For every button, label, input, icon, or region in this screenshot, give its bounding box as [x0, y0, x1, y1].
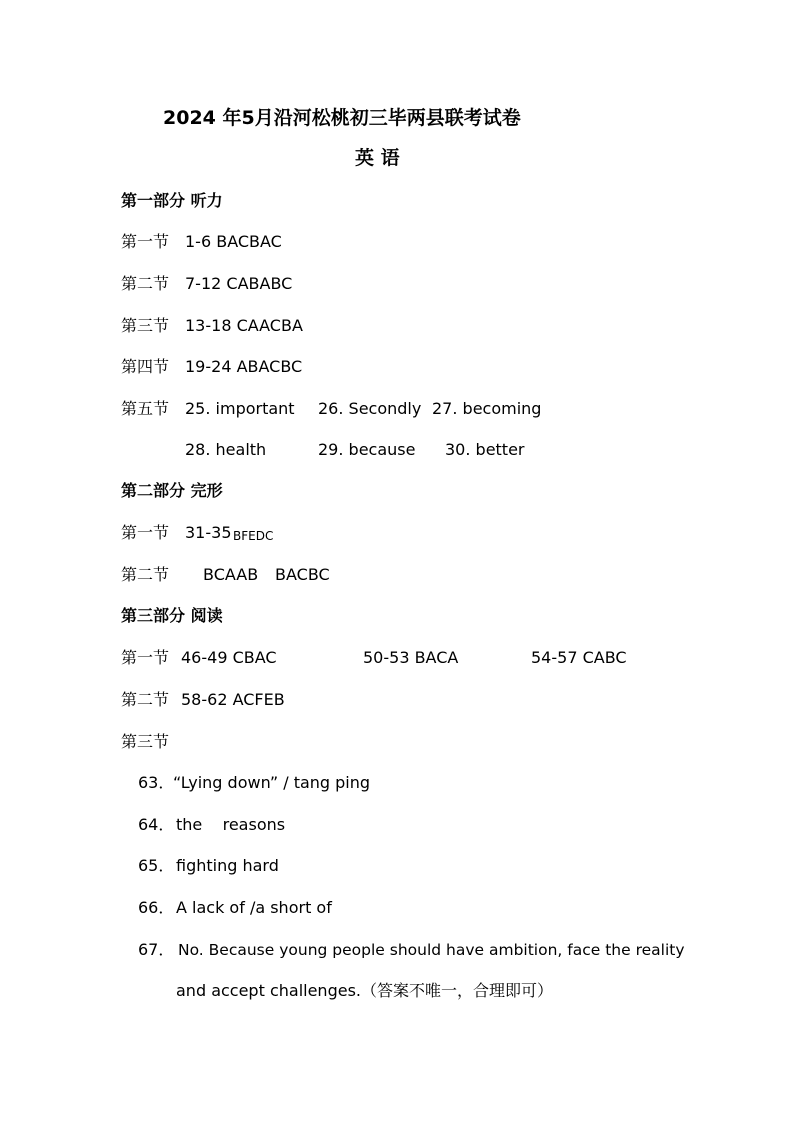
- subject-title: 英 语: [355, 147, 400, 169]
- q63-answer: “Lying down” / tang ping: [173, 773, 371, 792]
- part1-sec2-label: 第二节: [121, 274, 170, 293]
- part3-sec1-label: 第一节: [121, 648, 170, 667]
- part2-sec1-answer: BFEDC: [233, 529, 274, 543]
- answer-30: 30. better: [445, 440, 525, 459]
- q65-answer: fighting hard: [176, 856, 279, 875]
- q66-answer: A lack of /a short of: [176, 898, 332, 917]
- part3-sec2-answer: 58-62 ACFEB: [181, 690, 285, 709]
- q66-number: 66．: [138, 898, 175, 917]
- answer-27: 27. becoming: [432, 399, 542, 418]
- part1-sec1-label: 第一节: [121, 232, 170, 251]
- part1-sec1-answer: 1-6 BACBAC: [185, 232, 282, 251]
- q67-answer: No. Because young people should have ambition, face the reality: [178, 941, 685, 959]
- part3-sec3-label: 第三节: [121, 732, 170, 751]
- part1-sec5-label: 第五节: [121, 399, 170, 418]
- q67-answer-continued: and accept challenges.（答案不唯一，合理即可）: [176, 981, 553, 1000]
- q65-number: 65．: [138, 856, 175, 875]
- part1-sec2-answer: 7-12 CABABC: [185, 274, 293, 293]
- q64-answer: the reasons: [176, 815, 286, 834]
- q64-number: 64．: [138, 815, 175, 834]
- part3-sec1-group3: 54-57 CABC: [531, 648, 627, 667]
- part1-sec4-answer: 19-24 ABACBC: [185, 357, 303, 376]
- answer-28: 28. health: [185, 440, 267, 459]
- part3-sec2-label: 第二节: [121, 690, 170, 709]
- part2-heading: 第二部分 完形: [121, 481, 223, 500]
- q67-number: 67．: [138, 940, 175, 959]
- part2-sec2-group1: BCAAB: [203, 565, 259, 584]
- answer-25: 25. important: [185, 399, 295, 418]
- document-title: 2024 年5月沿河松桃初三毕两县联考试卷: [163, 107, 521, 129]
- part2-sec2-group2: BACBC: [275, 565, 330, 584]
- part1-sec3-label: 第三节: [121, 316, 170, 335]
- answer-29: 29. because: [318, 440, 416, 459]
- q63-number: 63．: [138, 773, 175, 792]
- part2-sec2-label: 第二节: [121, 565, 170, 584]
- part1-sec3-answer: 13-18 CAACBA: [185, 316, 303, 335]
- part3-sec1-group1: 46-49 CBAC: [181, 648, 277, 667]
- part1-heading: 第一部分 听力: [121, 191, 223, 210]
- part3-heading: 第三部分 阅读: [121, 606, 223, 625]
- part1-sec4-label: 第四节: [121, 357, 170, 376]
- part3-sec1-group2: 50-53 BACA: [363, 648, 459, 667]
- part2-sec1-prefix: 31-35: [185, 523, 232, 542]
- answer-26: 26. Secondly: [318, 399, 422, 418]
- part2-sec1-label: 第一节: [121, 523, 170, 542]
